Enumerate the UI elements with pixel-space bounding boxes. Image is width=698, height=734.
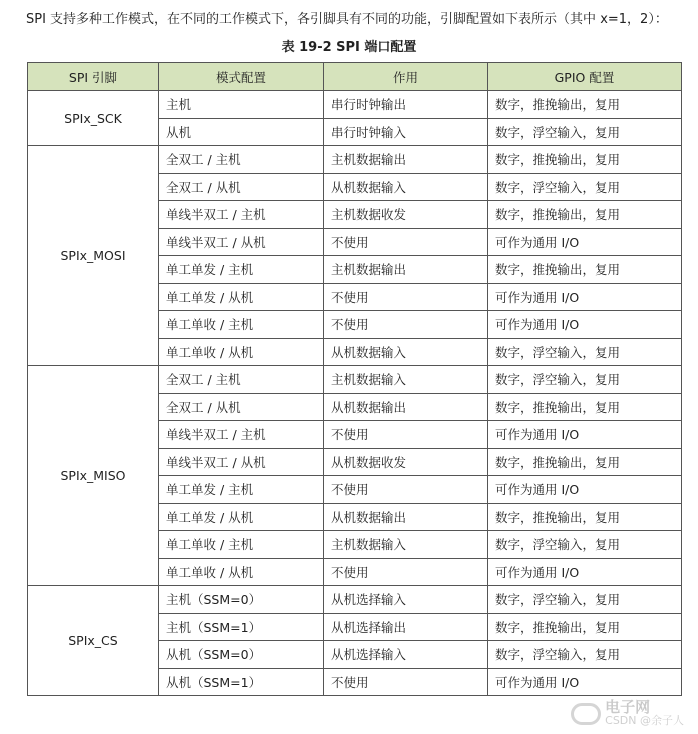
mode-cell: 单线半双工 / 从机: [159, 448, 324, 476]
table-header-row: [28, 63, 682, 91]
function-cell: 从机选择输入: [324, 641, 488, 669]
gpio-cell: 数字，推挽输出，复用: [488, 91, 682, 119]
header-gpio-config: GPIO 配置: [488, 63, 682, 91]
mode-cell: 单工单发 / 从机: [159, 283, 324, 311]
pin-cell: SPIx_MOSI: [28, 146, 159, 366]
watermark: [571, 700, 684, 728]
gpio-cell: 数字，推挽输出，复用: [488, 256, 682, 284]
mode-cell: 单工单收 / 从机: [159, 338, 324, 366]
intro-paragraph: SPI 支持多种工作模式，在不同的工作模式下，各引脚具有不同的功能，引脚配置如下表所示（其中 x=1，2）：: [26, 12, 668, 27]
spi-port-config-table: [27, 62, 682, 696]
gpio-cell: 数字，推挽输出，复用: [488, 393, 682, 421]
pin-cell: SPIx_MISO: [28, 366, 159, 586]
watermark-user: CSDN @余子人: [605, 714, 684, 727]
table-row: [28, 366, 682, 394]
function-cell: 不使用: [324, 228, 488, 256]
gpio-cell: 可作为通用 I/O: [488, 228, 682, 256]
function-cell: 从机数据输入: [324, 173, 488, 201]
watermark-logo-icon: [571, 703, 601, 725]
mode-cell: 全双工 / 主机: [159, 146, 324, 174]
gpio-cell: 数字，浮空输入，复用: [488, 366, 682, 394]
function-cell: 不使用: [324, 558, 488, 586]
function-cell: 不使用: [324, 668, 488, 696]
function-cell: 不使用: [324, 283, 488, 311]
mode-cell: 从机（SSM=1）: [159, 668, 324, 696]
gpio-cell: 数字，推挽输出，复用: [488, 201, 682, 229]
gpio-cell: 数字，浮空输入，复用: [488, 586, 682, 614]
mode-cell: 从机: [159, 118, 324, 146]
table-caption: 表 19-2 SPI 端口配置: [281, 40, 417, 55]
mode-cell: 从机（SSM=0）: [159, 641, 324, 669]
pin-cell: SPIx_CS: [28, 586, 159, 696]
function-cell: 从机数据收发: [324, 448, 488, 476]
mode-cell: 单工单发 / 主机: [159, 256, 324, 284]
watermark-brand: 电子网: [605, 698, 651, 716]
gpio-cell: 可作为通用 I/O: [488, 476, 682, 504]
gpio-cell: 数字，推挽输出，复用: [488, 146, 682, 174]
gpio-cell: 数字，浮空输入，复用: [488, 641, 682, 669]
gpio-cell: 数字，推挽输出，复用: [488, 613, 682, 641]
mode-cell: 单线半双工 / 从机: [159, 228, 324, 256]
gpio-cell: 可作为通用 I/O: [488, 283, 682, 311]
header-spi-pin: SPI 引脚: [28, 63, 159, 91]
mode-cell: 单工单收 / 主机: [159, 311, 324, 339]
gpio-cell: 数字，推挽输出，复用: [488, 503, 682, 531]
mode-cell: 全双工 / 主机: [159, 366, 324, 394]
function-cell: 串行时钟输入: [324, 118, 488, 146]
function-cell: 从机选择输入: [324, 586, 488, 614]
function-cell: 从机数据输出: [324, 503, 488, 531]
gpio-cell: 数字，浮空输入，复用: [488, 118, 682, 146]
function-cell: 串行时钟输出: [324, 91, 488, 119]
gpio-cell: 可作为通用 I/O: [488, 668, 682, 696]
mode-cell: 主机: [159, 91, 324, 119]
function-cell: 主机数据输出: [324, 146, 488, 174]
header-function: 作用: [324, 63, 488, 91]
function-cell: 主机数据收发: [324, 201, 488, 229]
gpio-cell: 数字，浮空输入，复用: [488, 173, 682, 201]
gpio-cell: 数字，浮空输入，复用: [488, 531, 682, 559]
gpio-cell: 可作为通用 I/O: [488, 558, 682, 586]
table-row: [28, 586, 682, 614]
table-body: [28, 91, 682, 696]
function-cell: 主机数据输入: [324, 366, 488, 394]
function-cell: 从机选择输出: [324, 613, 488, 641]
function-cell: 从机数据输出: [324, 393, 488, 421]
gpio-cell: 可作为通用 I/O: [488, 421, 682, 449]
function-cell: 不使用: [324, 311, 488, 339]
function-cell: 从机数据输入: [324, 338, 488, 366]
function-cell: 不使用: [324, 476, 488, 504]
mode-cell: 单线半双工 / 主机: [159, 421, 324, 449]
gpio-cell: 数字，浮空输入，复用: [488, 338, 682, 366]
function-cell: 主机数据输入: [324, 531, 488, 559]
header-mode-config: 模式配置: [159, 63, 324, 91]
mode-cell: 单线半双工 / 主机: [159, 201, 324, 229]
mode-cell: 全双工 / 从机: [159, 173, 324, 201]
mode-cell: 单工单发 / 主机: [159, 476, 324, 504]
mode-cell: 单工单收 / 主机: [159, 531, 324, 559]
gpio-cell: 可作为通用 I/O: [488, 311, 682, 339]
gpio-cell: 数字，推挽输出，复用: [488, 448, 682, 476]
table-row: [28, 91, 682, 119]
table-row: [28, 146, 682, 174]
mode-cell: 主机（SSM=1）: [159, 613, 324, 641]
mode-cell: 单工单收 / 从机: [159, 558, 324, 586]
pin-cell: SPIx_SCK: [28, 91, 159, 146]
function-cell: 不使用: [324, 421, 488, 449]
mode-cell: 主机（SSM=0）: [159, 586, 324, 614]
mode-cell: 单工单发 / 从机: [159, 503, 324, 531]
function-cell: 主机数据输出: [324, 256, 488, 284]
mode-cell: 全双工 / 从机: [159, 393, 324, 421]
